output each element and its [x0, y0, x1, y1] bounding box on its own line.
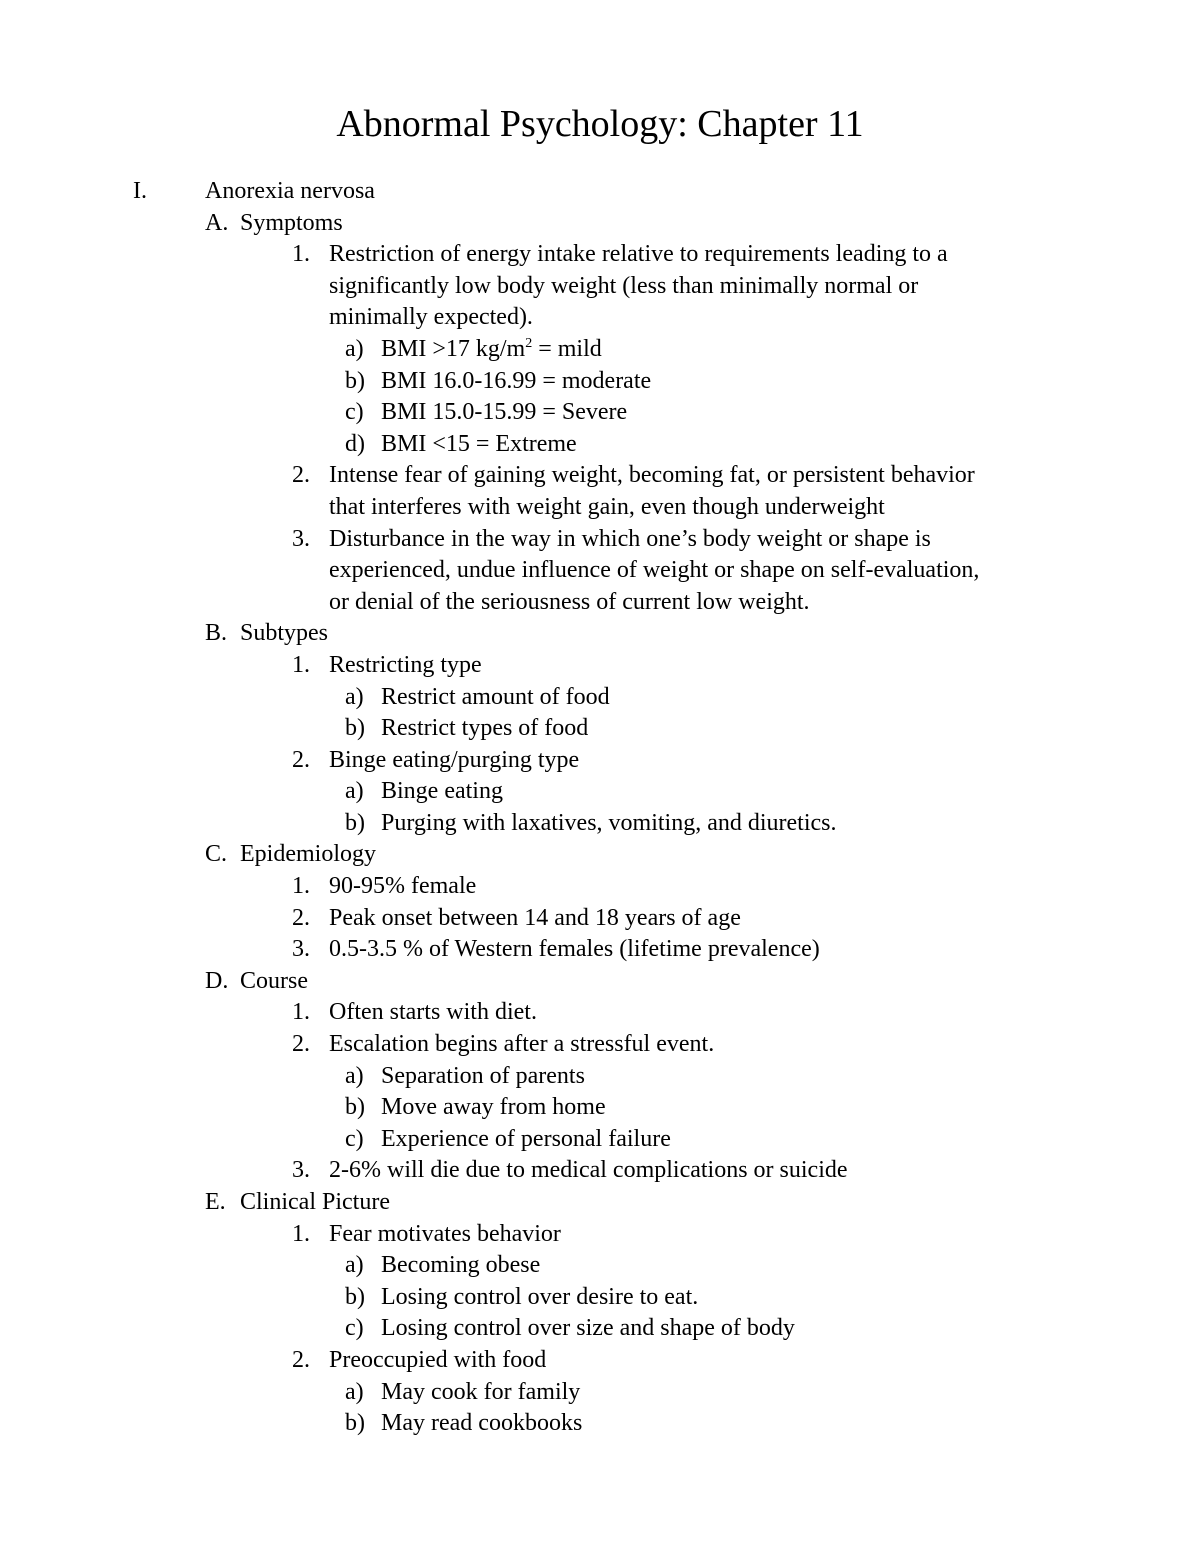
- outline-item: [0, 713, 1200, 745]
- outline-item: [0, 1313, 1200, 1345]
- outline-text: [240, 618, 328, 650]
- outline-text: [381, 713, 588, 745]
- outline-marker: E.: [205, 1189, 226, 1215]
- outline-text-main: minimally expected).: [329, 304, 533, 331]
- outline-item: [0, 1155, 1200, 1187]
- outline-text: [329, 555, 979, 587]
- outline-text: [205, 176, 375, 208]
- outline-text-main: Experience of personal failure: [381, 1125, 671, 1152]
- outline-item: [0, 808, 1200, 840]
- outline-item: [0, 1377, 1200, 1409]
- outline-list: [0, 176, 1200, 1440]
- outline-text: [329, 302, 533, 334]
- outline-text: [381, 1313, 795, 1345]
- outline-marker: B.: [205, 620, 228, 647]
- outline-text: [329, 934, 820, 966]
- outline-text: [329, 903, 741, 935]
- outline-item: [0, 966, 1200, 998]
- outline-text: [329, 1155, 848, 1187]
- superscript: 2: [525, 335, 533, 351]
- outline-marker: 2.: [292, 746, 310, 773]
- outline-text-main: Purging with laxatives, vomiting, and diuretics.: [381, 809, 837, 836]
- outline-item: [0, 176, 1200, 208]
- outline-text-main: experienced, undue influence of weight or shape on self-evaluation,: [329, 557, 980, 584]
- outline-item: [0, 903, 1200, 935]
- outline-text-main: Restrict amount of food: [381, 683, 610, 710]
- outline-text-main: Epidemiology: [240, 841, 376, 868]
- outline-marker: 1.: [292, 1220, 310, 1247]
- outline-item: [0, 1282, 1200, 1314]
- outline-text-main: BMI >17 kg/m: [381, 335, 526, 362]
- outline-text-main: May read cookbooks: [381, 1410, 583, 1437]
- outline-text: [329, 239, 948, 271]
- outline-text: [381, 366, 651, 398]
- outline-item: [0, 1092, 1200, 1124]
- page-title: Abnormal Psychology: Chapter 11: [336, 103, 864, 145]
- outline-item: [0, 934, 1200, 966]
- outline-text-main: Intense fear of gaining weight, becoming fat, or persistent behavior: [329, 462, 975, 489]
- outline-text-main: Separation of parents: [381, 1062, 585, 1089]
- outline-text-main: Escalation begins after a stressful event.: [329, 1031, 715, 1058]
- outline-item: [0, 366, 1200, 398]
- outline-marker: b): [345, 715, 365, 742]
- outline-marker: 2.: [292, 462, 310, 489]
- outline-item: [0, 460, 1200, 492]
- outline-marker: D.: [205, 967, 229, 994]
- outline-text: [329, 1345, 546, 1377]
- outline-marker: b): [345, 367, 365, 394]
- outline-item-continuation: [0, 492, 1200, 524]
- outline-text: [329, 460, 975, 492]
- outline-text-main: Subtypes: [240, 620, 329, 647]
- outline-text-main: Restricting type: [329, 651, 482, 678]
- outline-item: [0, 524, 1200, 556]
- outline-marker: 3.: [292, 936, 310, 963]
- outline-item: [0, 745, 1200, 777]
- outline-text-main: BMI <15 = Extreme: [381, 430, 577, 457]
- outline-text: [240, 1187, 390, 1219]
- outline-text: [329, 271, 918, 303]
- outline-marker: 1.: [292, 651, 310, 678]
- outline-marker: A.: [205, 209, 229, 236]
- outline-marker: C.: [205, 841, 228, 868]
- outline-text: [329, 650, 482, 682]
- outline-item: [0, 1029, 1200, 1061]
- outline-text-main: Binge eating: [381, 778, 503, 805]
- outline-text: [381, 397, 627, 429]
- outline-text-main: Course: [240, 967, 308, 994]
- outline-text: [329, 997, 537, 1029]
- outline-item-continuation: [0, 302, 1200, 334]
- outline-marker: 2.: [292, 1031, 310, 1058]
- outline-item: [0, 239, 1200, 271]
- outline-text: [240, 839, 376, 871]
- outline-text: [381, 1377, 580, 1409]
- outline-marker: b): [345, 809, 365, 836]
- outline-item: [0, 1187, 1200, 1219]
- outline-marker: b): [345, 1410, 365, 1437]
- outline-text-main: Binge eating/purging type: [329, 746, 580, 773]
- outline-text-main: Symptoms: [240, 209, 343, 236]
- outline-text: [329, 871, 476, 903]
- outline-text-main: 90-95% female: [329, 873, 477, 900]
- outline-text-main: Becoming obese: [381, 1252, 541, 1279]
- outline-marker: 1.: [292, 873, 310, 900]
- outline-marker: 2.: [292, 1346, 310, 1373]
- outline-item: [0, 334, 1200, 366]
- outline-marker: c): [345, 1125, 364, 1152]
- outline-item: [0, 776, 1200, 808]
- outline-text: [381, 1061, 585, 1093]
- outline-text: [381, 682, 610, 714]
- outline-text-main: that interferes with weight gain, even though underweight: [329, 493, 885, 520]
- outline-text-after: = mild: [532, 335, 602, 362]
- outline-item: [0, 839, 1200, 871]
- outline-text: [381, 1092, 606, 1124]
- outline-text: [381, 1408, 582, 1440]
- outline-text-main: Preoccupied with food: [329, 1346, 547, 1373]
- outline-marker: a): [345, 335, 364, 362]
- outline-marker: c): [345, 399, 364, 426]
- outline-text-main: Move away from home: [381, 1094, 606, 1121]
- outline-item: [0, 1250, 1200, 1282]
- outline-text-main: May cook for family: [381, 1378, 581, 1405]
- outline-item-continuation: [0, 555, 1200, 587]
- outline-item: [0, 1061, 1200, 1093]
- outline-item: [0, 650, 1200, 682]
- outline-text: [381, 1282, 698, 1314]
- outline-item-continuation: [0, 271, 1200, 303]
- outline-marker: c): [345, 1315, 364, 1342]
- outline-text: [381, 334, 602, 366]
- outline-text: [381, 808, 837, 840]
- outline-item: [0, 1124, 1200, 1156]
- outline-marker: 3.: [292, 525, 310, 552]
- outline-text-main: 2-6% will die due to medical complications or suicide: [329, 1157, 848, 1184]
- outline-marker: a): [345, 683, 364, 710]
- outline-text-main: BMI 15.0-15.99 = Severe: [381, 399, 628, 426]
- outline-text-main: 0.5-3.5 % of Western females (lifetime prevalence): [329, 936, 820, 963]
- outline-item: [0, 682, 1200, 714]
- outline-text: [381, 776, 503, 808]
- outline-item: [0, 871, 1200, 903]
- outline-marker: 2.: [292, 904, 310, 931]
- outline-text-main: BMI 16.0-16.99 = moderate: [381, 367, 652, 394]
- outline-text-main: Anorexia nervosa: [205, 178, 375, 204]
- outline-text: [329, 1029, 714, 1061]
- outline-text: [240, 966, 308, 998]
- outline-text-main: Disturbance in the way in which one’s body weight or shape is: [329, 525, 931, 552]
- outline-marker: 3.: [292, 1157, 310, 1184]
- outline-item: [0, 429, 1200, 461]
- outline-text-main: Often starts with diet.: [329, 999, 537, 1026]
- outline-text-main: Peak onset between 14 and 18 years of age: [329, 904, 741, 931]
- outline-text: [329, 524, 931, 556]
- outline-marker: a): [345, 778, 364, 805]
- outline-item: [0, 1408, 1200, 1440]
- outline-text-main: or denial of the seriousness of current low weight.: [329, 588, 810, 615]
- outline-marker: 1.: [292, 999, 310, 1026]
- outline-marker: d): [345, 430, 365, 457]
- outline-text: [381, 1250, 540, 1282]
- outline-item: [0, 997, 1200, 1029]
- outline-marker: 1.: [292, 241, 310, 268]
- outline-marker: a): [345, 1252, 364, 1279]
- outline-text-main: Clinical Picture: [240, 1189, 390, 1215]
- outline-item: [0, 1345, 1200, 1377]
- outline-text: [329, 492, 885, 524]
- outline-text-main: significantly low body weight (less than minimally normal or: [329, 272, 919, 299]
- outline-item: [0, 397, 1200, 429]
- outline-text-main: Restrict types of food: [381, 715, 589, 742]
- outline-marker: b): [345, 1094, 365, 1121]
- outline-marker: b): [345, 1283, 365, 1310]
- outline-marker: a): [345, 1378, 364, 1405]
- outline-text: [329, 745, 579, 777]
- outline-text-main: Restriction of energy intake relative to requirements leading to a: [329, 241, 948, 268]
- outline-text: [329, 1219, 561, 1251]
- outline-text-main: Losing control over size and shape of body: [381, 1315, 795, 1342]
- outline-marker: a): [345, 1062, 364, 1089]
- outline-text-main: Fear motivates behavior: [329, 1220, 561, 1247]
- outline-item: [0, 1219, 1200, 1251]
- outline-text: [240, 208, 343, 240]
- outline-item-continuation: [0, 587, 1200, 619]
- outline-text-main: Losing control over desire to eat.: [381, 1283, 699, 1310]
- outline-text: [329, 587, 810, 619]
- outline-item: [0, 208, 1200, 240]
- outline-text: [381, 429, 577, 461]
- outline-item: [0, 618, 1200, 650]
- outline-text: [381, 1124, 671, 1156]
- outline-marker: I.: [133, 178, 147, 204]
